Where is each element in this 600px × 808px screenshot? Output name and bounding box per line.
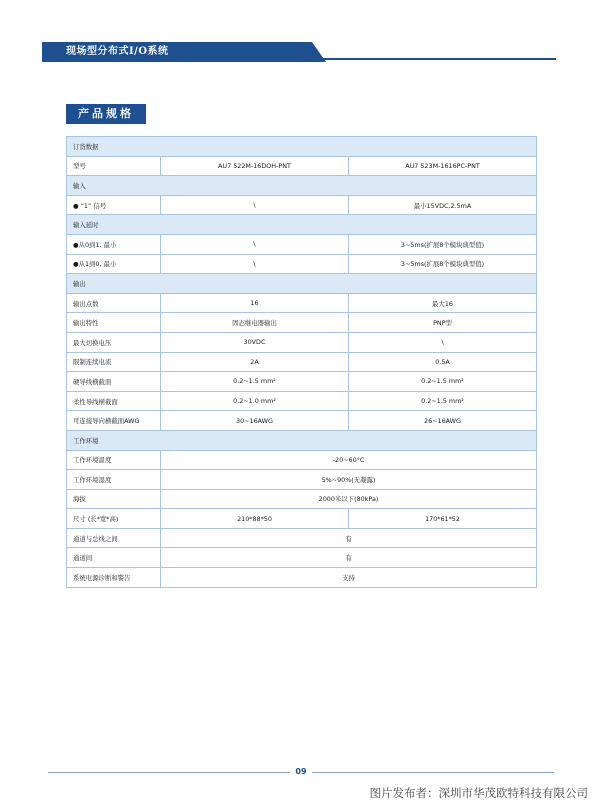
table-group-row <box>67 176 537 196</box>
section-title: 产品规格 <box>66 104 146 124</box>
group-header-cell: 输出 <box>67 274 537 294</box>
model-a-value-cell: 固态继电器输出 <box>161 313 349 333</box>
table-group-row <box>67 274 537 294</box>
row-label-cell: 输出特性 <box>67 313 161 333</box>
table-row <box>67 489 537 509</box>
model-b-value-cell: AU7 523M-1616PC-PNT <box>349 156 537 176</box>
model-b-value-cell: 26~16AWG <box>349 411 537 431</box>
table-row <box>67 528 537 548</box>
spec-table <box>66 136 537 588</box>
model-b-value-cell: 170*61*52 <box>349 509 537 529</box>
table-row <box>67 313 537 333</box>
model-b-value-cell: 3~5ms(扩展8个模块典型值) <box>349 254 537 274</box>
table-row <box>67 450 537 470</box>
table-row <box>67 195 537 215</box>
table-row <box>67 391 537 411</box>
table-row <box>67 254 537 274</box>
shared-value-cell: -20~60°C <box>161 450 537 470</box>
group-header-cell: 订货数据 <box>67 137 537 157</box>
model-b-value-cell: PNP型 <box>349 313 537 333</box>
row-label-cell: 通道间 <box>67 548 161 568</box>
shared-value-cell: 有 <box>161 548 537 568</box>
table-row <box>67 411 537 431</box>
page-header-title: 现场型分布式I/O系统 <box>66 46 169 57</box>
row-label-cell: 工作环境温度 <box>67 450 161 470</box>
model-b-value-cell: 3~5ms(扩展8个模块典型值) <box>349 234 537 254</box>
shared-value-cell: 有 <box>161 528 537 548</box>
table-row <box>67 352 537 372</box>
model-a-value-cell: 0.2~1.5 mm² <box>161 372 349 392</box>
shared-value-cell: 5%~90%(无凝露) <box>161 470 537 490</box>
model-b-value-cell: \ <box>349 332 537 352</box>
page-number: 09 <box>290 766 312 778</box>
table-group-row <box>67 215 537 235</box>
shared-value-cell: 支持 <box>161 568 537 588</box>
table-row <box>67 293 537 313</box>
model-a-value-cell: 0.2~1.0 mm² <box>161 391 349 411</box>
table-group-row <box>67 137 537 157</box>
table-row <box>67 568 537 588</box>
table-row <box>67 548 537 568</box>
model-b-value-cell: 最小15VDC,2.5mA <box>349 195 537 215</box>
row-label-cell: 限制连续电流 <box>67 352 161 372</box>
shared-value-cell: 2000米以下(80kPa) <box>161 489 537 509</box>
model-a-value-cell: 210*88*50 <box>161 509 349 529</box>
model-a-value-cell: 16 <box>161 293 349 313</box>
table-group-row <box>67 430 537 450</box>
model-b-value-cell: 0.2~1.5 mm² <box>349 372 537 392</box>
row-label-cell: 型号 <box>67 156 161 176</box>
row-label-cell: ● “1” 信号 <box>67 195 161 215</box>
table-row <box>67 509 537 529</box>
model-a-value-cell: 2A <box>161 352 349 372</box>
model-b-value-cell: 最大16 <box>349 293 537 313</box>
row-label-cell: 海拔 <box>67 489 161 509</box>
group-header-cell: 输入延时 <box>67 215 537 235</box>
publisher-watermark: 图片发布者：深圳市华茂欧特科技有限公司 <box>369 786 588 800</box>
model-a-value-cell: \ <box>161 195 349 215</box>
row-label-cell: 柔性导线横截面 <box>67 391 161 411</box>
row-label-cell: 硬导线横截面 <box>67 372 161 392</box>
model-b-value-cell: 0.2~1.5 mm² <box>349 391 537 411</box>
row-label-cell: 可连接导向横截面AWG <box>67 411 161 431</box>
table-row <box>67 332 537 352</box>
model-a-value-cell: 30~16AWG <box>161 411 349 431</box>
row-label-cell: 工作环境湿度 <box>67 470 161 490</box>
spec-table-body <box>67 137 537 588</box>
model-a-value-cell: \ <box>161 234 349 254</box>
row-label-cell: 系统电源诊断和警告 <box>67 568 161 588</box>
row-label-cell: 最大切换电压 <box>67 332 161 352</box>
row-label-cell: ●从0到1, 最小 <box>67 234 161 254</box>
row-label-cell: 通道与总线之间 <box>67 528 161 548</box>
model-b-value-cell: 0.5A <box>349 352 537 372</box>
model-a-value-cell: 30VDC <box>161 332 349 352</box>
group-header-cell: 输入 <box>67 176 537 196</box>
row-label-cell: 输出点数 <box>67 293 161 313</box>
table-row <box>67 234 537 254</box>
model-a-value-cell: \ <box>161 254 349 274</box>
table-row <box>67 156 537 176</box>
row-label-cell: 尺寸 (长*宽*高) <box>67 509 161 529</box>
table-row <box>67 372 537 392</box>
table-row <box>67 470 537 490</box>
group-header-cell: 工作环境 <box>67 430 537 450</box>
model-a-value-cell: AU7 522M-16DOH-PNT <box>161 156 349 176</box>
row-label-cell: ●从1到0, 最小 <box>67 254 161 274</box>
